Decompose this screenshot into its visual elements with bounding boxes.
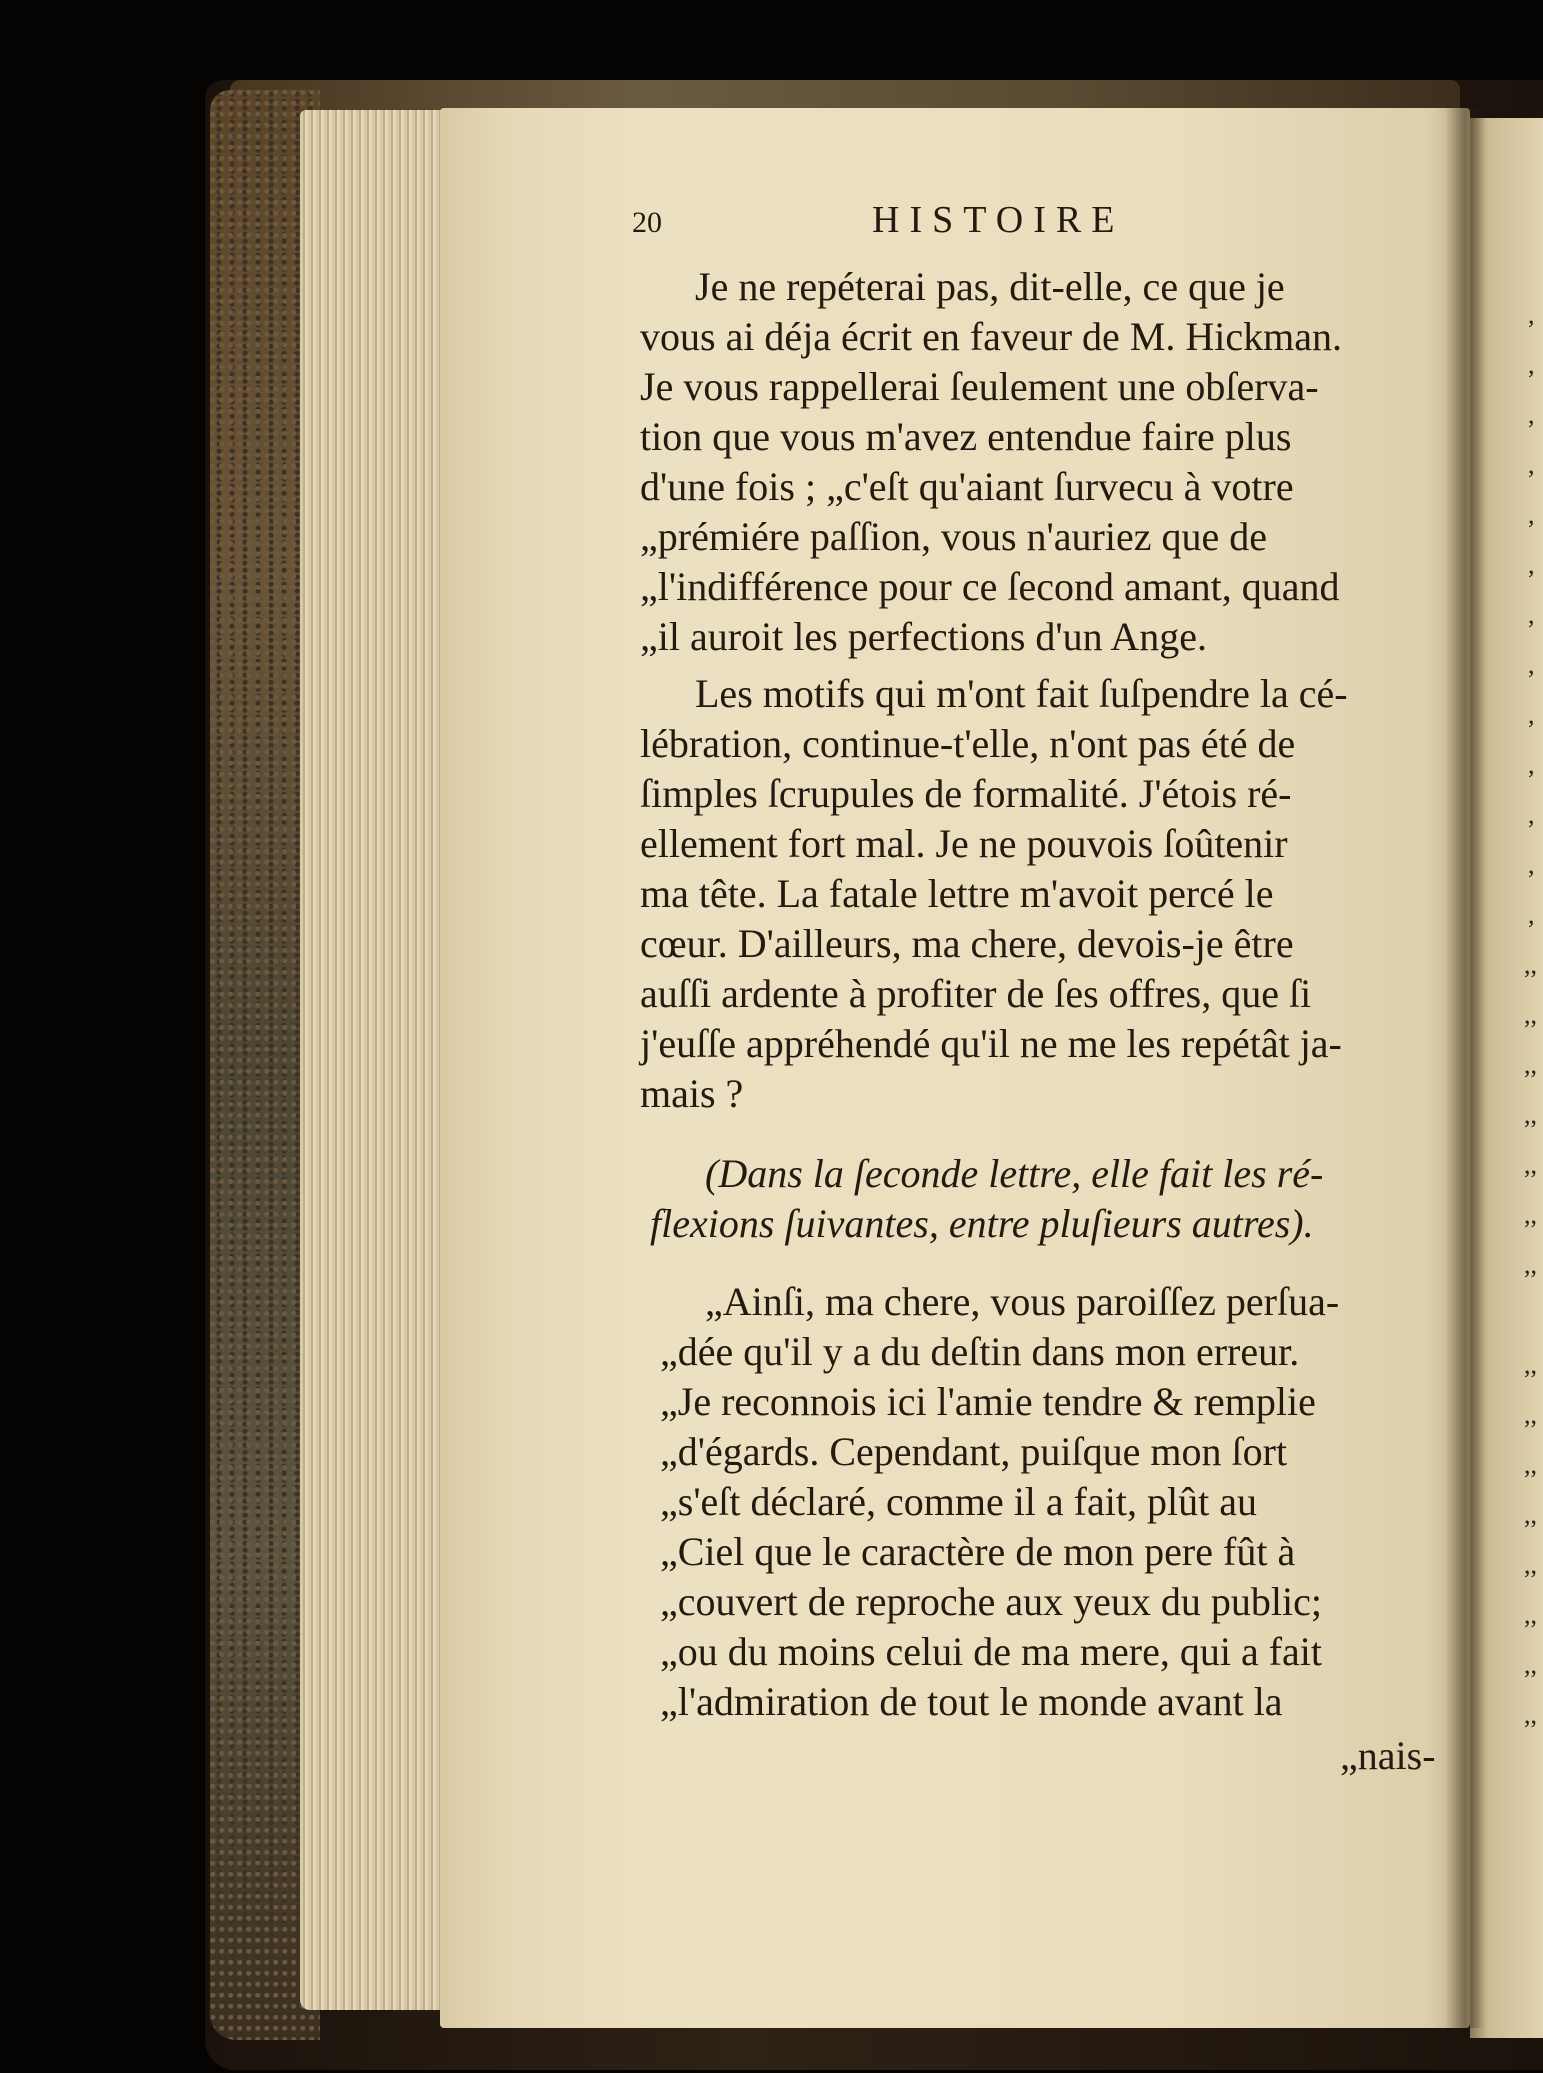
quote-line: „l'admiration de tout le monde avant la [660, 1679, 1283, 1724]
quote-line: „Ainſi, ma chere, vous paroiſſez perſua- [705, 1279, 1340, 1324]
facing-page-mark: ,, [1524, 1250, 1537, 1279]
text-line: „il auroit les perfections d'un Ange. [640, 614, 1208, 659]
text-line: tion que vous m'avez entendue faire plus [640, 414, 1292, 459]
quote-line: „Ciel que le caractère de mon pere fût à [660, 1529, 1296, 1574]
facing-page-mark: , [1528, 300, 1535, 329]
facing-page-mark: , [1528, 400, 1535, 429]
text-line: ſimples ſcrupules de formalité. J'étois ré- [640, 771, 1292, 816]
facing-page-mark: ,, [1524, 1050, 1537, 1079]
facing-page-mark: , [1528, 550, 1535, 579]
text-line: j'euſſe appréhendé qu'il ne me les repétât ja- [640, 1021, 1342, 1066]
facing-page-mark: ,, [1524, 1650, 1537, 1679]
text-line: Je ne repéterai pas, dit-elle, ce que je [695, 264, 1285, 309]
facing-page-mark: , [1528, 450, 1535, 479]
quote-line: „Je reconnois ici l'amie tendre & remplie [660, 1379, 1316, 1424]
text-line: lébration, continue-t'elle, n'ont pas été de [640, 721, 1296, 766]
running-head: HISTOIRE [872, 199, 1125, 241]
facing-page-mark: , [1528, 700, 1535, 729]
italic-note-line: (Dans la ſeconde lettre, elle fait les ré- [705, 1151, 1324, 1196]
facing-page-mark: ,, [1524, 1700, 1537, 1729]
facing-page-mark: ,, [1524, 1500, 1537, 1529]
quote-line: „s'eſt déclaré, comme il a fait, plût au [660, 1479, 1257, 1524]
facing-page-mark: , [1528, 750, 1535, 779]
text-line: vous ai déja écrit en faveur de M. Hickman. [640, 314, 1342, 359]
text-line: ellement fort mal. Je ne pouvois ſoûtenir [640, 821, 1288, 866]
quote-line: „ou du moins celui de ma mere, qui a fait [660, 1629, 1323, 1674]
facing-page-mark: ,, [1524, 1400, 1537, 1429]
book-top-edge [230, 80, 1460, 110]
text-line: auſſi ardente à profiter de ſes offres, que ſi [640, 971, 1312, 1016]
facing-page-mark: , [1528, 350, 1535, 379]
catchword: „nais- [1340, 1733, 1436, 1778]
facing-page-mark: ,, [1524, 1350, 1537, 1379]
text-line: Les motifs qui m'ont fait ſuſpendre la cé- [695, 671, 1348, 716]
facing-page-mark: , [1528, 500, 1535, 529]
facing-page-mark: ,, [1524, 950, 1537, 979]
italic-note-line: flexions ſuivantes, entre pluſieurs autres). [650, 1201, 1314, 1246]
facing-page-mark: ,, [1524, 1150, 1537, 1179]
quote-line: „couvert de reproche aux yeux du public; [660, 1579, 1322, 1624]
quote-line: „dée qu'il y a du deſtin dans mon erreur. [660, 1329, 1300, 1374]
text-line: „prémiére paſſion, vous n'auriez que de [640, 514, 1267, 559]
facing-page-mark: , [1528, 600, 1535, 629]
book-gutter [1445, 108, 1485, 2028]
facing-page-mark: ,, [1524, 1100, 1537, 1129]
page-edges [300, 110, 460, 2010]
facing-page-mark: ,, [1524, 1450, 1537, 1479]
text-line: mais ? [640, 1071, 744, 1116]
facing-page-mark: ,, [1524, 1200, 1537, 1229]
facing-page-mark: ,, [1524, 1550, 1537, 1579]
facing-page-mark: , [1528, 850, 1535, 879]
facing-page-mark: , [1528, 800, 1535, 829]
text-line: d'une fois ; „c'eſt qu'aiant ſurvecu à votre [640, 464, 1294, 509]
quote-line: „d'égards. Cependant, puiſque mon ſort [660, 1429, 1288, 1474]
page-number: 20 [632, 206, 662, 239]
text-line: ma tête. La fatale lettre m'avoit percé le [640, 871, 1274, 916]
facing-page-mark: ,, [1524, 1600, 1537, 1629]
facing-page-mark: ,, [1524, 1000, 1537, 1029]
text-line: cœur. D'ailleurs, ma chere, devois-je être [640, 921, 1294, 966]
facing-page-mark: , [1528, 650, 1535, 679]
text-line: Je vous rappellerai ſeulement une obſerva- [640, 364, 1319, 409]
text-line: „l'indifférence pour ce ſecond amant, quand [640, 564, 1340, 609]
facing-page-mark: , [1528, 900, 1535, 929]
